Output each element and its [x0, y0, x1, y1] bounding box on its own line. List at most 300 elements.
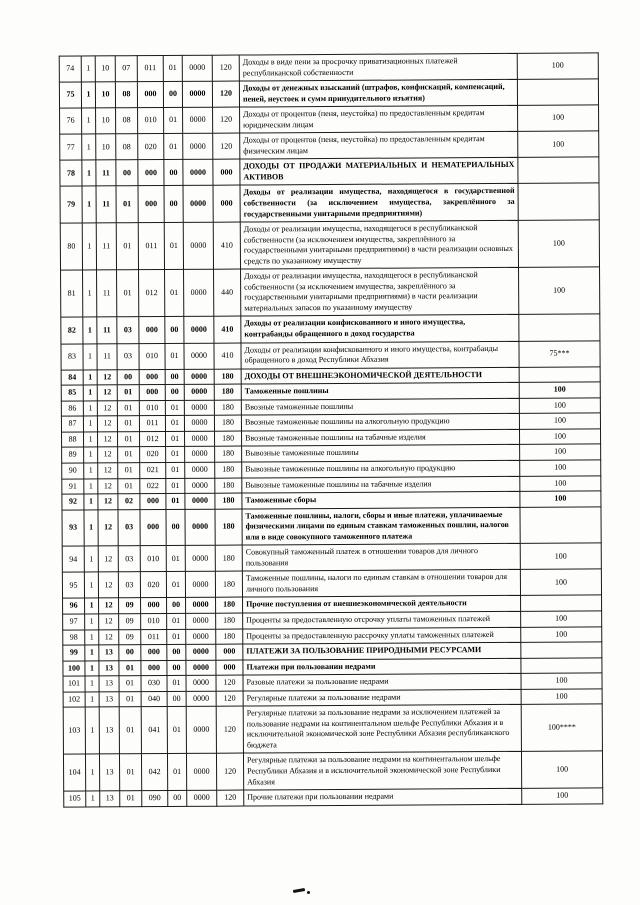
- table-row: [62, 506, 601, 546]
- code-cell: 041: [141, 707, 167, 754]
- row-number-cell: 97: [63, 614, 85, 630]
- code-cell: 011: [137, 56, 163, 82]
- code-cell: 0000: [186, 629, 216, 645]
- code-cell: 00: [163, 81, 182, 107]
- code-cell: 01: [116, 223, 138, 270]
- description-cell: Таможенные сборы: [242, 491, 520, 508]
- code-cell: 000: [141, 645, 167, 661]
- table-row: [64, 788, 603, 807]
- code-cell: 01: [119, 676, 141, 692]
- code-cell: 0000: [186, 644, 216, 660]
- percent-cell: 100: [518, 131, 599, 158]
- code-cell: 000: [216, 644, 243, 660]
- code-cell: 09: [119, 629, 141, 645]
- code-cell: 042: [141, 754, 167, 791]
- table-row: [62, 543, 601, 572]
- table-row: [63, 704, 602, 754]
- row-number-cell: 76: [60, 108, 82, 134]
- row-number-cell: 105: [64, 791, 86, 807]
- description-cell: Ввозные таможенные пошлины: [241, 398, 519, 415]
- code-cell: 11: [96, 223, 116, 270]
- code-cell: 440: [214, 269, 241, 316]
- percent-cell: [521, 595, 602, 611]
- code-cell: 00: [165, 317, 184, 343]
- code-cell: 030: [141, 676, 167, 692]
- code-cell: 020: [140, 447, 166, 463]
- code-cell: 180: [215, 478, 242, 494]
- row-number-cell: 85: [61, 385, 83, 401]
- code-cell: 0000: [185, 462, 215, 478]
- row-number-cell: 77: [60, 134, 82, 160]
- code-cell: 120: [216, 706, 243, 753]
- code-cell: 0000: [186, 675, 216, 691]
- code-cell: 12: [98, 432, 118, 448]
- code-cell: 12: [98, 463, 118, 479]
- row-number-cell: 102: [63, 692, 85, 708]
- code-cell: 012: [140, 431, 166, 447]
- row-number-cell: 82: [61, 317, 83, 343]
- code-cell: 022: [140, 478, 166, 494]
- description-cell: Совокупный таможенный платеж в отношении товаров для личного пользования: [242, 544, 520, 572]
- code-cell: 12: [98, 572, 118, 598]
- code-cell: 03: [117, 317, 139, 343]
- code-cell: 180: [215, 431, 242, 447]
- code-cell: 040: [141, 691, 167, 707]
- code-cell: 120: [213, 107, 240, 133]
- code-cell: 12: [99, 598, 119, 614]
- code-cell: 12: [97, 385, 117, 401]
- description-cell: Доходы от реализации имущества, находящегося в республиканской собственности (за исключением имущества, закреплённого за государственными унитарными предприятиями) в части реализации материальных запасов по указанному имуществу: [241, 268, 519, 317]
- code-cell: 180: [214, 369, 241, 385]
- code-cell: 180: [214, 415, 241, 431]
- code-cell: 0000: [184, 317, 214, 343]
- percent-cell: 100: [521, 626, 602, 642]
- description-cell: ДОХОДЫ ОТ ВНЕШНЕЭКОНОМИЧЕСКОЙ ДЕЯТЕЛЬНОСТИ: [241, 367, 519, 384]
- description-cell: Ввозные таможенные пошлины на табачные изделия: [242, 429, 520, 446]
- table-row: [63, 751, 602, 791]
- row-number-cell: 103: [63, 707, 85, 754]
- row-number-cell: 83: [61, 344, 83, 370]
- code-cell: 10: [96, 134, 116, 160]
- code-cell: 01: [119, 754, 141, 791]
- row-number-cell: 104: [63, 754, 85, 791]
- code-cell: 01: [119, 691, 141, 707]
- percent-cell: [518, 183, 599, 220]
- code-cell: 120: [216, 675, 243, 691]
- code-cell: 410: [214, 343, 241, 369]
- code-cell: 000: [139, 317, 165, 343]
- code-cell: 13: [99, 754, 119, 791]
- code-cell: 08: [115, 82, 137, 108]
- code-cell: 00: [165, 369, 184, 385]
- code-cell: 01: [165, 400, 184, 416]
- code-cell: 01: [164, 223, 183, 270]
- code-cell: 00: [164, 186, 183, 223]
- table-row: [62, 569, 601, 598]
- code-cell: 180: [215, 571, 242, 597]
- code-cell: 0000: [185, 493, 215, 509]
- description-cell: Прочие платежи при пользовании недрами: [244, 788, 522, 805]
- code-cell: 000: [137, 82, 163, 108]
- code-cell: 120: [216, 753, 243, 790]
- percent-cell: 100: [518, 220, 599, 268]
- row-number-cell: 87: [61, 416, 83, 432]
- description-cell: Регулярные платежи за пользование недрами на континентальном шельфе Республики Абхазия и в исключительной экономической зоне Республики Абхазия: [243, 752, 521, 790]
- code-cell: 0000: [186, 754, 216, 791]
- code-cell: 01: [118, 432, 140, 448]
- row-number-cell: 99: [63, 645, 85, 661]
- code-cell: 000: [216, 660, 243, 676]
- code-cell: 0000: [185, 572, 215, 598]
- code-cell: 01: [167, 629, 186, 645]
- code-cell: 10: [96, 108, 116, 134]
- code-cell: 120: [212, 81, 239, 107]
- code-cell: 1: [84, 572, 98, 598]
- description-cell: Проценты за предоставленную отсрочку уплаты таможенных платежей: [243, 611, 521, 628]
- code-cell: 120: [213, 133, 240, 159]
- percent-cell: [520, 506, 601, 543]
- code-cell: 1: [84, 447, 98, 463]
- description-cell: Регулярные платежи за пользование недрами: [243, 689, 521, 706]
- code-cell: 01: [119, 660, 141, 676]
- code-cell: 00: [119, 645, 141, 661]
- code-cell: 13: [99, 660, 119, 676]
- code-cell: 020: [140, 572, 166, 598]
- percent-cell: 100: [519, 413, 600, 429]
- code-cell: 180: [216, 613, 243, 629]
- code-cell: 011: [139, 416, 165, 432]
- percent-cell: [519, 367, 600, 383]
- row-number-cell: 75: [59, 82, 81, 108]
- code-cell: 000: [138, 186, 164, 223]
- code-cell: 180: [215, 462, 242, 478]
- code-cell: 10: [95, 56, 115, 82]
- description-cell: Таможенные пошлины, налоги, сборы и иные платежи, уплачиваемые физическими лицами по единым ставкам таможенных пошлин, налогов или в виде совокупного таможенного платежа: [242, 507, 520, 545]
- code-cell: 1: [83, 370, 97, 386]
- code-cell: 1: [85, 629, 99, 645]
- code-cell: 11: [97, 343, 117, 369]
- table-row: [61, 267, 600, 317]
- code-cell: 01: [167, 754, 186, 791]
- code-cell: 0000: [186, 613, 216, 629]
- code-cell: 11: [97, 270, 117, 317]
- description-cell: Доходы от реализации конфискованного и иного имущества, контрабанды обращенного в доход Республики Абхазия: [241, 341, 519, 369]
- percent-cell: [517, 79, 598, 106]
- code-cell: 00: [167, 644, 186, 660]
- code-cell: 0000: [184, 343, 214, 369]
- code-cell: 1: [85, 598, 99, 614]
- code-cell: 01: [166, 462, 185, 478]
- description-cell: Доходы от процентов (пеня, неустойка) по предоставленным кредитам юридическим лицам: [240, 106, 518, 134]
- description-cell: Таможенные пошлины: [241, 383, 519, 400]
- code-cell: 021: [140, 462, 166, 478]
- table-row: [60, 220, 599, 270]
- code-cell: 03: [118, 546, 140, 572]
- code-cell: 1: [83, 385, 97, 401]
- code-cell: 01: [163, 55, 182, 81]
- code-cell: 000: [138, 160, 164, 186]
- percent-cell: 100: [520, 543, 601, 570]
- code-cell: 01: [117, 270, 139, 317]
- code-cell: 01: [118, 463, 140, 479]
- code-cell: 1: [85, 614, 99, 630]
- code-cell: 180: [214, 384, 241, 400]
- code-cell: 1: [83, 317, 97, 343]
- code-cell: 0000: [184, 400, 214, 416]
- percent-cell: 100: [520, 491, 601, 507]
- code-cell: 1: [85, 707, 99, 754]
- percent-cell: [521, 642, 602, 658]
- code-cell: 410: [214, 317, 241, 343]
- code-cell: 0000: [185, 447, 215, 463]
- percent-cell: [519, 314, 600, 341]
- code-cell: 01: [164, 108, 183, 134]
- code-cell: 1: [84, 546, 98, 572]
- percent-cell: 100: [521, 751, 602, 788]
- code-cell: 000: [141, 598, 167, 614]
- code-cell: 00: [164, 160, 183, 186]
- code-cell: 11: [96, 160, 116, 186]
- code-cell: 0000: [183, 186, 213, 223]
- row-number-cell: 101: [63, 676, 85, 692]
- description-cell: Регулярные платежи за пользование недрами за исключением платежей за пользование недрами на континентальном шельфе Республики Абхазия и в исключительной экономической зоне Республики Абхазия республиканского бюджета: [243, 705, 521, 754]
- code-cell: 12: [98, 494, 118, 510]
- code-cell: 12: [98, 509, 118, 546]
- percent-cell: 100: [520, 475, 601, 491]
- description-cell: Прочие поступления от внешнеэкономической деятельности: [243, 596, 521, 613]
- code-cell: 01: [167, 676, 186, 692]
- code-cell: 1: [82, 223, 96, 270]
- code-cell: 000: [139, 385, 165, 401]
- percent-cell: 100: [519, 398, 600, 414]
- row-number-cell: 74: [59, 56, 81, 82]
- description-cell: Вывозные таможенные пошлины на табачные изделия: [242, 476, 520, 493]
- row-number-cell: 89: [62, 447, 84, 463]
- row-number-cell: 80: [60, 223, 82, 270]
- code-cell: 000: [139, 369, 165, 385]
- code-cell: 1: [81, 56, 95, 82]
- description-cell: Платежи при пользовании недрами: [243, 658, 521, 675]
- row-number-cell: 86: [61, 401, 83, 417]
- code-cell: 01: [120, 791, 142, 807]
- code-cell: 0000: [182, 81, 212, 107]
- code-cell: 0000: [184, 270, 214, 317]
- code-cell: 01: [166, 546, 185, 572]
- code-cell: 1: [81, 82, 95, 108]
- code-cell: 01: [166, 572, 185, 598]
- code-cell: 00: [168, 790, 187, 806]
- percent-cell: 100****: [521, 704, 602, 752]
- code-cell: 0000: [184, 416, 214, 432]
- percent-cell: 100: [520, 569, 601, 596]
- percent-cell: 100: [521, 673, 602, 689]
- code-cell: 01: [164, 134, 183, 160]
- code-cell: 010: [140, 546, 166, 572]
- description-cell: Разовые платежи за пользование недрами: [243, 674, 521, 691]
- code-cell: 01: [165, 270, 184, 317]
- code-cell: 1: [86, 791, 100, 807]
- code-cell: 000: [140, 509, 166, 546]
- code-cell: 11: [96, 186, 116, 223]
- percent-cell: 100: [520, 460, 601, 476]
- code-cell: 01: [165, 343, 184, 369]
- code-cell: 1: [84, 463, 98, 479]
- code-cell: 010: [139, 400, 165, 416]
- code-cell: 0000: [187, 790, 217, 806]
- code-cell: 1: [84, 432, 98, 448]
- code-cell: 180: [216, 597, 243, 613]
- code-cell: 01: [119, 707, 141, 754]
- row-number-cell: 92: [62, 494, 84, 510]
- description-cell: Таможенные пошлины, налоги по единым ставкам в отношении товаров для личного пользования: [242, 570, 520, 598]
- code-cell: 011: [141, 629, 167, 645]
- code-cell: 1: [82, 108, 96, 134]
- description-cell: ДОХОДЫ ОТ ПРОДАЖИ МАТЕРИАЛЬНЫХ И НЕМАТЕРИАЛЬНЫХ АКТИВОВ: [240, 158, 518, 186]
- code-cell: 12: [99, 629, 119, 645]
- row-number-cell: 96: [63, 598, 85, 614]
- table-row: [60, 183, 599, 223]
- code-cell: 01: [166, 493, 185, 509]
- code-cell: 000: [141, 660, 167, 676]
- table-row: [60, 131, 599, 160]
- code-cell: 01: [118, 447, 140, 463]
- code-cell: 180: [216, 629, 243, 645]
- row-number-cell: 79: [60, 186, 82, 223]
- code-cell: 180: [214, 400, 241, 416]
- code-cell: 1: [83, 416, 97, 432]
- row-number-cell: 93: [62, 510, 84, 547]
- code-cell: 01: [117, 385, 139, 401]
- code-cell: 01: [118, 478, 140, 494]
- code-cell: 1: [85, 754, 99, 791]
- code-cell: 10: [95, 82, 115, 108]
- description-cell: Доходы от реализации конфискованного и иного имущества, контрабанды обращенного в доход государства: [241, 315, 519, 343]
- percent-cell: [518, 157, 599, 184]
- percent-cell: 100: [519, 429, 600, 445]
- code-cell: 0000: [184, 384, 214, 400]
- code-cell: 0000: [186, 706, 216, 753]
- code-cell: 010: [139, 343, 165, 369]
- code-cell: 01: [167, 613, 186, 629]
- code-cell: 010: [138, 108, 164, 134]
- row-number-cell: 95: [62, 572, 84, 598]
- description-cell: Проценты за предоставленную рассрочку уплаты таможенных платежей: [243, 627, 521, 644]
- code-cell: 1: [82, 186, 96, 223]
- scan-artifact: [293, 886, 311, 895]
- code-cell: 180: [215, 545, 242, 571]
- code-cell: 180: [215, 509, 242, 546]
- code-cell: 0000: [185, 431, 215, 447]
- code-cell: 00: [167, 598, 186, 614]
- code-cell: 1: [84, 494, 98, 510]
- code-cell: 012: [139, 270, 165, 317]
- row-number-cell: 98: [63, 630, 85, 646]
- row-number-cell: 100: [63, 661, 85, 677]
- code-cell: 011: [138, 223, 164, 270]
- code-cell: 01: [117, 416, 139, 432]
- code-cell: 120: [216, 691, 243, 707]
- code-cell: 09: [119, 614, 141, 630]
- code-cell: 090: [142, 791, 168, 807]
- percent-cell: 100: [517, 53, 598, 80]
- row-number-cell: 84: [61, 370, 83, 386]
- code-cell: 08: [116, 108, 138, 134]
- row-number-cell: 90: [62, 463, 84, 479]
- code-cell: 0000: [182, 55, 212, 81]
- code-cell: 12: [98, 546, 118, 572]
- code-cell: 09: [119, 598, 141, 614]
- table-row: [60, 105, 599, 134]
- code-cell: 1: [83, 401, 97, 417]
- code-cell: 410: [213, 222, 240, 269]
- code-cell: 12: [97, 369, 117, 385]
- code-cell: 08: [116, 134, 138, 160]
- code-cell: 02: [118, 494, 140, 510]
- code-cell: 0000: [185, 545, 215, 571]
- code-cell: 1: [83, 270, 97, 317]
- code-cell: 01: [167, 707, 186, 754]
- code-cell: 07: [115, 56, 137, 82]
- table-row: [61, 340, 600, 369]
- code-cell: 00: [167, 691, 186, 707]
- code-cell: 11: [97, 317, 117, 343]
- code-cell: 01: [166, 431, 185, 447]
- description-cell: Вывозные таможенные пошлины: [242, 445, 520, 462]
- code-cell: 0000: [185, 509, 215, 546]
- code-cell: 0000: [186, 660, 216, 676]
- description-cell: Доходы от процентов (пеня, неустойка) по предоставленным кредитам физическим лицам: [240, 132, 518, 160]
- code-cell: 120: [217, 790, 244, 806]
- code-cell: 1: [82, 160, 96, 186]
- code-cell: 00: [116, 160, 138, 186]
- code-cell: 13: [99, 707, 119, 754]
- code-cell: 12: [98, 447, 118, 463]
- code-cell: 0000: [186, 598, 216, 614]
- description-cell: Доходы от реализации имущества, находящегося в государственной собственности (за исключением имущества, закреплённого за государственными унитарными предприятиями): [240, 184, 518, 222]
- percent-cell: [521, 657, 602, 673]
- code-cell: 180: [215, 446, 242, 462]
- code-cell: 020: [138, 134, 164, 160]
- code-cell: 0000: [183, 133, 213, 159]
- code-cell: 00: [165, 385, 184, 401]
- code-cell: 00: [167, 660, 186, 676]
- code-cell: 03: [117, 343, 139, 369]
- code-cell: 000: [213, 186, 240, 223]
- code-cell: 1: [82, 134, 96, 160]
- table-row: [59, 79, 598, 108]
- code-cell: 13: [99, 645, 119, 661]
- description-cell: Доходы от реализации имущества, находящегося в республиканской собственности (за исключением имущества, закреплённого за государственными унитарными предприятиями) в части реализации основных средств по указанному имуществу: [240, 220, 518, 269]
- budget-revenue-codes-table: [59, 52, 604, 807]
- code-cell: 000: [213, 159, 240, 185]
- description-cell: Ввозные таможенные пошлины на алкогольную продукцию: [241, 414, 519, 431]
- description-cell: Доходы в виде пени за просрочку приватизационных платежей республиканской собственности: [239, 53, 517, 81]
- code-cell: 13: [99, 676, 119, 692]
- code-cell: 01: [166, 447, 185, 463]
- code-cell: 01: [166, 478, 185, 494]
- code-cell: 00: [166, 509, 185, 546]
- code-cell: 1: [85, 676, 99, 692]
- row-number-cell: 81: [61, 270, 83, 317]
- code-cell: 12: [97, 401, 117, 417]
- code-cell: 01: [165, 416, 184, 432]
- code-cell: 00: [117, 369, 139, 385]
- code-cell: 03: [118, 509, 140, 546]
- row-number-cell: 78: [60, 160, 82, 186]
- code-cell: 1: [85, 645, 99, 661]
- code-cell: 0000: [186, 691, 216, 707]
- description-cell: ПЛАТЕЖИ ЗА ПОЛЬЗОВАНИЕ ПРИРОДНЫМИ РЕСУРСАМИ: [243, 642, 521, 659]
